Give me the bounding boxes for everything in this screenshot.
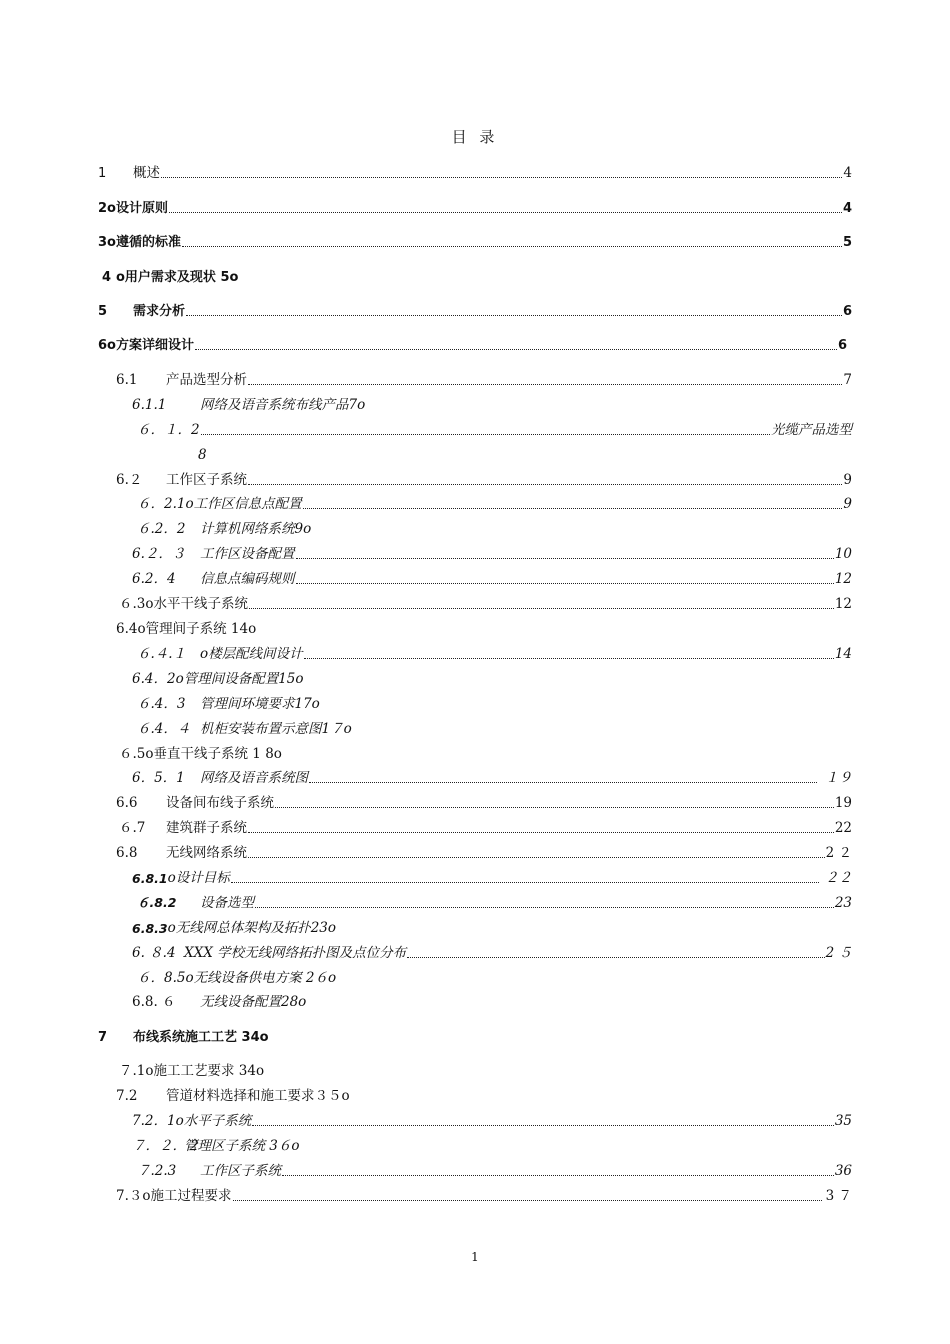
toc-entry[interactable] [132, 939, 852, 961]
toc-page: 5 [842, 235, 852, 250]
toc-entry[interactable] [137, 640, 852, 662]
toc-label: 8 [198, 447, 207, 463]
toc-page: １９ [825, 770, 852, 786]
toc-leader [201, 420, 770, 435]
toc-number: 7.2 [116, 1088, 138, 1104]
toc-label: o工作区信息点配置 [185, 496, 302, 512]
toc-entry[interactable] [116, 1182, 852, 1204]
toc-number: ７.1 [119, 1063, 146, 1079]
toc-entry[interactable] [137, 416, 852, 438]
toc-number: ６.４.１ [137, 646, 187, 662]
toc-entry[interactable] [137, 889, 852, 911]
toc-number: 6.6 [116, 795, 138, 811]
toc-number: 5 [98, 304, 108, 319]
toc-label: o方案详细设计 [107, 338, 194, 353]
toc-number: 7 [98, 1030, 108, 1045]
toc-number: 3 [98, 235, 108, 250]
toc-label: 设备间布线子系统 [166, 795, 274, 811]
toc-page: 4 [842, 201, 852, 216]
toc-entry[interactable] [116, 1082, 852, 1104]
toc-label: 建筑群子系统 [166, 820, 247, 836]
toc-number: ７.2.3 [137, 1163, 177, 1179]
toc-entry[interactable] [119, 590, 852, 612]
toc-entry[interactable] [132, 864, 852, 886]
toc-page: 14 [834, 646, 852, 662]
toc-label: 管理间环境要求17o [200, 696, 320, 712]
toc-leader [309, 768, 817, 783]
toc-page: 9 [843, 472, 852, 488]
toc-entry[interactable] [137, 490, 852, 512]
toc-label: o用户需求及现状 5o [116, 270, 239, 285]
toc-label: o管理间子系统 14o [137, 621, 257, 637]
page-title: 目 录 [451, 128, 499, 146]
toc-leader [195, 335, 837, 350]
toc-entry[interactable] [132, 391, 852, 413]
toc-label: o管理间设备配置15o [175, 671, 304, 687]
toc-page: 7 [843, 372, 852, 388]
toc-page: 22 [834, 820, 852, 836]
toc-entry[interactable] [98, 331, 847, 353]
toc-leader [282, 1161, 834, 1176]
toc-page: 2 ２ [825, 845, 852, 861]
toc-page: 19 [834, 795, 852, 811]
toc-entry[interactable] [102, 263, 852, 285]
toc-leader [231, 868, 819, 883]
toc-label: 无线网络系统 [166, 845, 247, 861]
toc-page: 9 [843, 496, 852, 512]
toc-entry[interactable] [132, 665, 852, 687]
toc-label: 机柜安装布置示意图1７o [200, 721, 352, 737]
toc-label: 布线系统施工工艺 34o [133, 1030, 269, 1045]
toc-entry[interactable] [119, 1057, 852, 1079]
toc-entry[interactable] [132, 1132, 852, 1154]
toc-label: 工作区子系统 [200, 1163, 281, 1179]
toc-page: 2 ５ [825, 945, 852, 961]
toc-number: ６.7 [119, 820, 146, 836]
toc-entry[interactable] [132, 914, 852, 936]
toc-number: 6．5．1 [132, 770, 185, 786]
toc-entry[interactable] [137, 964, 852, 986]
toc-label: 网络及语音系统图 [200, 770, 308, 786]
toc-entry[interactable] [137, 690, 852, 712]
toc-entry[interactable] [98, 194, 852, 216]
toc-label: 需求分析 [133, 304, 186, 319]
toc-leader [303, 494, 843, 509]
toc-page: 36 [834, 1163, 852, 1179]
toc-number: ６.5 [119, 746, 146, 762]
toc-number: 6.２．３ [132, 546, 186, 562]
toc-label: XXX 学校无线网络拓扑图及点位分布 [184, 945, 407, 961]
toc-number: 6.2．4 [132, 571, 176, 587]
toc-leader [186, 301, 842, 316]
toc-label: o无线设备供电方案 2６o [185, 970, 337, 986]
toc-label: 管理区子系统 3６o [184, 1138, 300, 1154]
toc-entry[interactable] [137, 515, 852, 537]
toc-leader [248, 470, 842, 485]
toc-leader [248, 370, 842, 385]
toc-number: 6 [98, 338, 108, 353]
toc-page: 10 [834, 546, 852, 562]
toc-entry[interactable] [132, 764, 852, 786]
toc-number: ６.8.2 [137, 895, 177, 910]
toc-entry[interactable] [98, 159, 852, 181]
toc-page: 光缆产品选型 [771, 422, 852, 438]
toc-entry[interactable] [98, 228, 852, 250]
toc-label: 管道材料选择和施工要求３５o [166, 1088, 350, 1104]
toc-entry[interactable] [116, 839, 852, 861]
toc-entry[interactable] [119, 740, 852, 762]
toc-entry[interactable] [119, 814, 852, 836]
toc-label: 产品选型分析 [166, 372, 247, 388]
toc-leader [296, 544, 834, 559]
toc-label: 信息点编码规则 [200, 571, 295, 587]
toc-number: 7.2．1 [132, 1113, 176, 1129]
toc-label: o垂直干线子系统 1 8o [145, 746, 282, 762]
toc-leader [252, 1111, 834, 1126]
toc-number: 6.8.3 [132, 921, 168, 936]
toc-number: 1 [98, 166, 107, 181]
toc-page: ２２ [825, 870, 852, 886]
toc-label: o设计目标 [167, 870, 230, 886]
toc-leader [304, 644, 834, 659]
toc-entry[interactable] [116, 615, 852, 637]
toc-label: 工作区子系统 [166, 472, 247, 488]
toc-leader [161, 163, 842, 178]
toc-page: 6 [842, 304, 852, 319]
toc-leader [296, 569, 834, 584]
toc-page: 4 [843, 165, 852, 181]
toc-entry[interactable] [98, 297, 852, 319]
toc-leader [255, 893, 834, 908]
toc-entry[interactable] [116, 366, 852, 388]
toc-page: 23 [834, 895, 852, 911]
toc-leader [233, 1186, 822, 1201]
toc-page: 3 ７ [825, 1188, 852, 1204]
toc-page: 12 [834, 596, 852, 612]
toc-number: ７．２．２ [132, 1138, 200, 1154]
toc-page: 35 [834, 1113, 852, 1129]
toc-entry[interactable] [137, 715, 852, 737]
toc-number: 6.4．2 [132, 671, 176, 687]
toc-number: 7.３ [116, 1188, 143, 1204]
toc-label: o施工工艺要求 34o [145, 1063, 265, 1079]
toc-label: o无线网总体架构及拓扑23o [167, 920, 337, 936]
toc-leader [248, 843, 825, 858]
toc-leader [182, 232, 842, 247]
toc-number: ６．2.1 [137, 496, 186, 512]
toc-label: 设备选型 [200, 895, 254, 911]
toc-number: 6.4 [116, 621, 138, 637]
toc-entry[interactable] [116, 466, 852, 488]
toc-number: ６.4．3 [137, 696, 186, 712]
toc-label: 网络及语音系统布线产品7o [200, 397, 366, 413]
toc-label: 工作区设备配置 [200, 546, 295, 562]
toc-label: o设计原则 [107, 201, 168, 216]
page-number-footer: 1 [471, 1250, 479, 1264]
toc-number: ６．１．2 [137, 422, 200, 438]
toc-entry[interactable] [98, 1023, 852, 1045]
toc-entry[interactable] [116, 789, 852, 811]
toc-page: 6 [837, 338, 847, 353]
toc-leader [275, 793, 834, 808]
toc-entry[interactable] [137, 1157, 852, 1179]
toc-number: 6.8 [116, 845, 138, 861]
toc-label: 概述 [133, 165, 160, 181]
toc-leader [248, 818, 834, 833]
toc-number: 2 [98, 201, 108, 216]
toc-entry[interactable] [132, 565, 852, 587]
toc-label: o遵循的标准 [107, 235, 181, 250]
toc-number: 6.8.1 [132, 871, 168, 886]
toc-number: 6.1.1 [132, 397, 167, 413]
toc-label: o水平子系统 [175, 1113, 252, 1129]
toc-entry[interactable] [132, 1107, 852, 1129]
toc-label: o楼层配线间设计 [200, 646, 303, 662]
toc-label: 无线设备配置28o [200, 994, 307, 1010]
toc-leader [249, 594, 834, 609]
toc-number: ６.3 [119, 596, 146, 612]
toc-number: 6. ８.4 [132, 945, 176, 961]
toc-number: 4 [102, 270, 112, 285]
toc-number: 6.8. ６ [132, 994, 176, 1010]
toc-entry[interactable] [132, 540, 852, 562]
toc-label: o施工过程要求 [142, 1188, 232, 1204]
toc-entry[interactable] [132, 988, 852, 1010]
toc-leader [407, 943, 824, 958]
toc-number: 6.1 [116, 372, 138, 388]
toc-number: ６.4．４ [137, 721, 191, 737]
toc-label: 计算机网络系统9o [200, 521, 312, 537]
toc-number: 6.２ [116, 472, 143, 488]
toc-page: 12 [834, 571, 852, 587]
toc-number: ６．8.5 [137, 970, 186, 986]
toc-number: ６.2．2 [137, 521, 186, 537]
toc-leader [169, 198, 842, 213]
toc-entry-continuation [198, 441, 852, 463]
toc-label: o水平干线子系统 [145, 596, 249, 612]
